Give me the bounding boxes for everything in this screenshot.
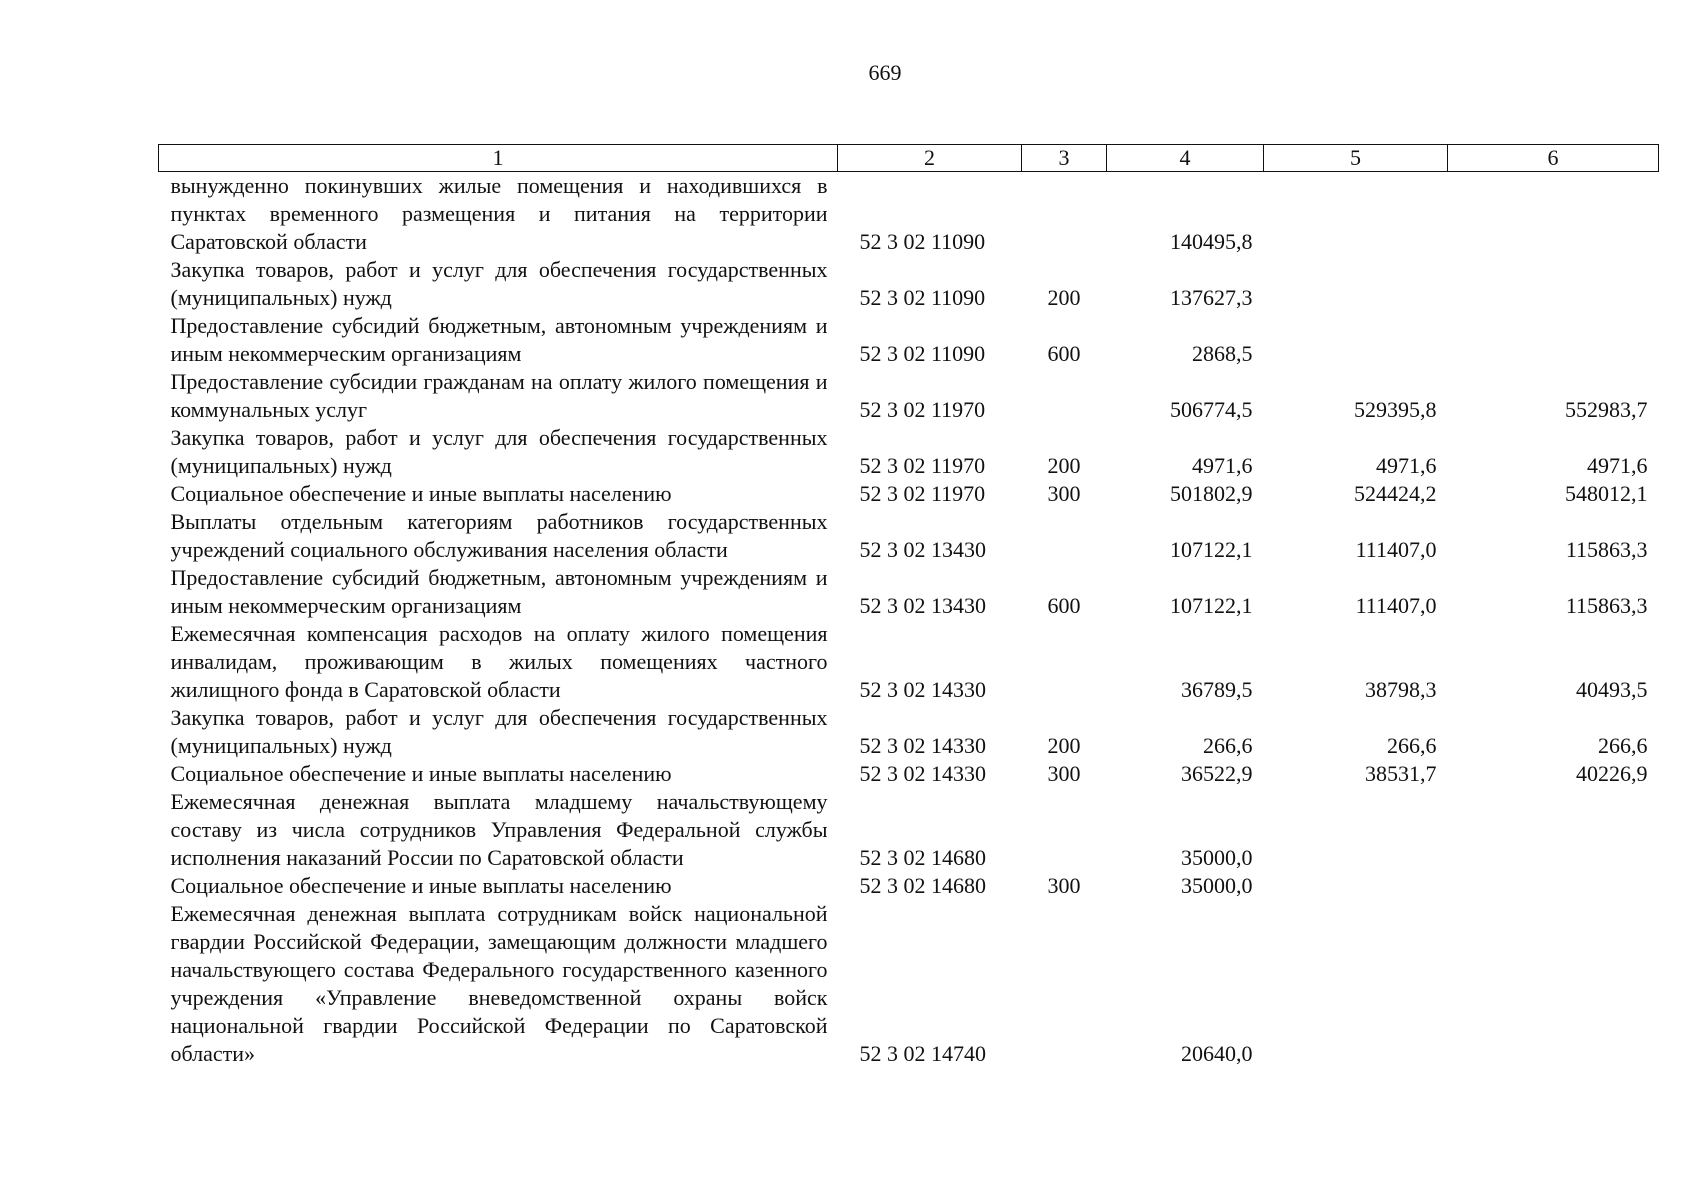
row-amount-col6: 115863,3 xyxy=(1565,537,1648,562)
row-amount-col6: 115863,3 xyxy=(1565,593,1648,618)
row-amount-col4: 35000,0 xyxy=(1181,845,1253,870)
table-row xyxy=(159,760,1659,788)
row-amount-col4: 36789,5 xyxy=(1181,677,1253,702)
row-amount-col5: 4971,6 xyxy=(1376,453,1437,478)
row-amount-col5: 111407,0 xyxy=(1355,537,1437,562)
row-amount-col6 xyxy=(1448,788,1659,872)
row-amount-col4: 4971,6 xyxy=(1192,453,1253,478)
row-amount-col5: 38798,3 xyxy=(1365,677,1437,702)
table-row xyxy=(159,172,1659,257)
row-amount-col6: 40226,9 xyxy=(1576,761,1648,786)
row-expense-type xyxy=(1022,620,1107,704)
row-description: Ежемесячная компенсация расходов на оплату жилого помещения инвалидам, проживающим в жилых помещениях частного жилищного фонда в Саратовской области xyxy=(170,621,828,702)
table-body xyxy=(159,172,1659,1069)
row-amount-col5 xyxy=(1264,900,1448,1068)
row-expense-type xyxy=(1022,172,1107,257)
row-description: Закупка товаров, работ и услуг для обеспечения государственных (муниципальных) нужд xyxy=(170,425,828,478)
row-amount-col5: 38531,7 xyxy=(1365,761,1437,786)
row-description: Социальное обеспечение и иные выплаты населению xyxy=(170,481,672,506)
row-amount-col6: 266,6 xyxy=(1598,733,1648,758)
row-description: Предоставление субсидий бюджетным, автономным учреждениям и иным некоммерческим организациям xyxy=(170,313,828,366)
row-target-code: 52 3 02 14330 xyxy=(859,761,986,786)
row-amount-col4: 107122,1 xyxy=(1170,593,1253,618)
column-header: 3 xyxy=(1022,145,1107,172)
row-expense-type xyxy=(1022,368,1107,424)
row-amount-col5: 524424,2 xyxy=(1354,481,1437,506)
row-description: Ежемесячная денежная выплата сотрудникам войск национальной гвардии Российской Федерации, замещающим должности младшего начальствующего состава Федерального государственного казенного учреждения «Управление вневедомственной охраны войск национальной гвардии Российской Федерации по Саратовской области» xyxy=(170,901,828,1066)
column-header: 2 xyxy=(838,145,1022,172)
row-amount-col5 xyxy=(1264,788,1448,872)
row-target-code: 52 3 02 11090 xyxy=(859,285,986,310)
row-expense-type xyxy=(1022,508,1107,564)
row-description: Закупка товаров, работ и услуг для обеспечения государственных (муниципальных) нужд xyxy=(170,257,828,310)
table-row xyxy=(159,620,1659,704)
table-row xyxy=(159,788,1659,872)
row-target-code: 52 3 02 14740 xyxy=(859,1041,986,1066)
column-header: 6 xyxy=(1448,145,1659,172)
row-amount-col4: 2868,5 xyxy=(1192,341,1253,366)
row-expense-type: 200 xyxy=(1047,453,1081,478)
row-amount-col5: 266,6 xyxy=(1387,733,1437,758)
row-target-code: 52 3 02 14330 xyxy=(859,677,986,702)
table-row xyxy=(159,508,1659,564)
row-description: Предоставление субсидий бюджетным, автономным учреждениям и иным некоммерческим организациям xyxy=(170,565,828,618)
row-amount-col6 xyxy=(1448,872,1659,900)
row-target-code: 52 3 02 11970 xyxy=(859,397,986,422)
row-target-code: 52 3 02 13430 xyxy=(859,537,986,562)
row-amount-col4: 501802,9 xyxy=(1170,481,1253,506)
row-target-code: 52 3 02 11970 xyxy=(859,453,986,478)
row-target-code: 52 3 02 11090 xyxy=(859,229,986,254)
row-expense-type: 600 xyxy=(1047,593,1081,618)
table-row xyxy=(159,564,1659,620)
row-amount-col4: 140495,8 xyxy=(1170,229,1253,254)
column-header: 4 xyxy=(1107,145,1264,172)
row-description: Выплаты отдельным категориям работников государственных учреждений социального обслуживания населения области xyxy=(170,509,828,562)
row-expense-type: 300 xyxy=(1047,481,1081,506)
row-description: Социальное обеспечение и иные выплаты населению xyxy=(170,873,672,898)
row-target-code: 52 3 02 13430 xyxy=(859,593,986,618)
row-amount-col6: 548012,1 xyxy=(1565,481,1648,506)
row-expense-type xyxy=(1022,900,1107,1068)
table-row xyxy=(159,900,1659,1068)
column-header: 5 xyxy=(1264,145,1448,172)
row-amount-col5: 529395,8 xyxy=(1354,397,1437,422)
row-description: Предоставление субсидии гражданам на оплату жилого помещения и коммунальных услуг xyxy=(170,369,828,422)
row-expense-type: 300 xyxy=(1047,761,1081,786)
table-row xyxy=(159,704,1659,760)
row-amount-col6 xyxy=(1448,900,1659,1068)
page-number: 669 xyxy=(868,60,902,85)
row-target-code: 52 3 02 14680 xyxy=(859,873,986,898)
table-header xyxy=(159,145,1659,172)
row-amount-col5: 111407,0 xyxy=(1355,593,1437,618)
row-expense-type: 200 xyxy=(1047,285,1081,310)
table-row xyxy=(159,424,1659,480)
table-row xyxy=(159,368,1659,424)
row-target-code: 52 3 02 11090 xyxy=(859,341,986,366)
row-amount-col6: 552983,7 xyxy=(1565,397,1648,422)
row-amount-col6 xyxy=(1448,312,1659,368)
row-amount-col4: 107122,1 xyxy=(1170,537,1253,562)
table-row xyxy=(159,256,1659,312)
row-description: Социальное обеспечение и иные выплаты населению xyxy=(170,761,672,786)
row-target-code: 52 3 02 11970 xyxy=(859,481,986,506)
row-target-code: 52 3 02 14330 xyxy=(859,733,986,758)
row-amount-col5 xyxy=(1264,172,1448,257)
row-amount-col6 xyxy=(1448,172,1659,257)
table-row xyxy=(159,872,1659,900)
row-amount-col5 xyxy=(1264,256,1448,312)
row-amount-col6 xyxy=(1448,256,1659,312)
row-amount-col4: 137627,3 xyxy=(1170,285,1253,310)
row-amount-col6: 40493,5 xyxy=(1576,677,1648,702)
column-header: 1 xyxy=(159,145,838,172)
row-amount-col4: 20640,0 xyxy=(1181,1041,1253,1066)
row-amount-col4: 266,6 xyxy=(1203,733,1253,758)
row-description: Ежемесячная денежная выплата младшему начальствующему составу из числа сотрудников Управления Федеральной службы исполнения наказаний России по Саратовской области xyxy=(170,789,828,870)
row-expense-type: 600 xyxy=(1047,341,1081,366)
row-amount-col6: 4971,6 xyxy=(1587,453,1648,478)
row-expense-type xyxy=(1022,788,1107,872)
row-expense-type: 200 xyxy=(1047,733,1081,758)
row-amount-col4: 36522,9 xyxy=(1181,761,1253,786)
header-row xyxy=(159,145,1659,172)
row-amount-col4: 506774,5 xyxy=(1170,397,1253,422)
budget-table xyxy=(158,144,1659,1068)
row-expense-type: 300 xyxy=(1047,873,1081,898)
row-target-code: 52 3 02 14680 xyxy=(859,845,986,870)
budget-table-container xyxy=(158,144,1658,1068)
table-row xyxy=(159,480,1659,508)
row-amount-col4: 35000,0 xyxy=(1181,873,1253,898)
table-row xyxy=(159,312,1659,368)
row-description: Закупка товаров, работ и услуг для обеспечения государственных (муниципальных) нужд xyxy=(170,705,828,758)
row-amount-col5 xyxy=(1264,312,1448,368)
row-amount-col5 xyxy=(1264,872,1448,900)
row-description: вынужденно покинувших жилые помещения и находившихся в пунктах временного размещения и питания на территории Саратовской области xyxy=(170,173,828,254)
